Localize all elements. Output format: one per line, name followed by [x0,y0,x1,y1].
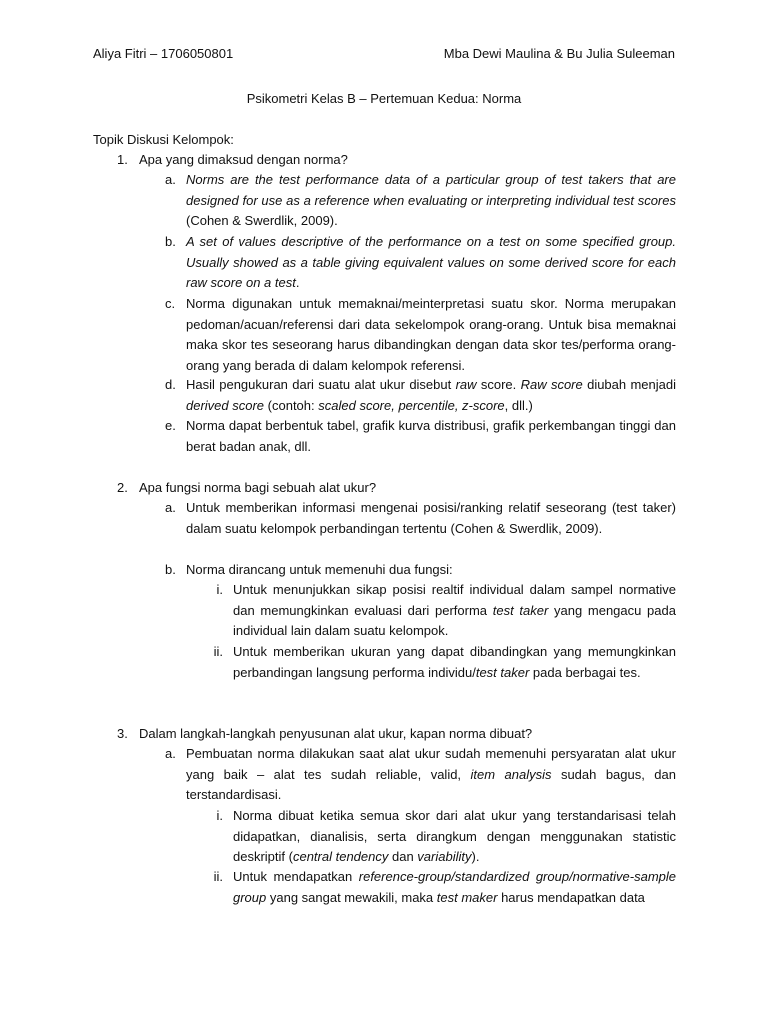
sub-answer-text: Untuk mendapatkan reference-group/standardized group/normative-sample group yang sangat mewakili, maka test maker harus mendapatkan data [233,869,676,905]
question-text: Apa fungsi norma bagi sebuah alat ukur? [139,480,377,495]
answer-1d [165,375,676,416]
topic-heading: Topik Diskusi Kelompok: [93,132,234,147]
answer-marker: e. [165,418,176,433]
lecturer-names: Mba Dewi Maulina & Bu Julia Suleeman [443,46,675,61]
sub-answer-text: Untuk memberikan ukuran yang dapat dibandingkan yang memungkinkan perbandingan langsung performa individu/test taker pada berbagai tes. [233,644,676,680]
answer-text: Hasil pengukuran dari suatu alat ukur disebut raw score. Raw score diubah menjadi derived score (contoh: scaled score, percentile, z-score, dll.) [186,377,676,413]
answer-2a [165,498,676,539]
answer-2b [165,560,676,581]
answer-marker: b. [165,234,176,249]
answer-text: Norma digunakan untuk memaknai/meinterpretasi suatu skor. Norma merupakan pedoman/acuan/referensi dari data sekelompok orang-orang. Untuk bisa memaknai maka skor tes seseorang harus dibandingkan dengan data skor tes/performa orang-orang yang berada di dalam kelompok referensi. [186,296,676,373]
answer-text: Untuk memberikan informasi mengenai posisi/ranking relatif seseorang (test taker) dalam suatu kelompok perbandingan tertentu (Cohen & Swerdlik, 2009). [186,500,676,536]
answer-marker: b. [165,562,176,577]
document-title: Psikometri Kelas B – Pertemuan Kedua: Norma [246,91,522,106]
answer-marker: a. [165,746,176,761]
sub-answer-3a-i [209,806,676,868]
answer-text: Norma dapat berbentuk tabel, grafik kurva distribusi, grafik perkembangan tinggi dan berat badan anak, dll. [186,418,676,454]
sub-answer-text: Untuk menunjukkan sikap posisi realtif individual dalam sampel normative dan memungkinkan evaluasi dari performa test taker yang mengacu pada individual lain dalam suatu kelompok. [233,582,676,639]
sub-answer-2b-i [209,580,676,642]
answer-1e [165,416,676,457]
sub-answer-2b-ii [209,642,676,683]
question-text: Apa yang dimaksud dengan norma? [139,152,348,167]
answer-marker: c. [165,296,176,311]
answer-text: A set of values descriptive of the performance on a test on some specified group. Usually showed as a table giving equivalent values on some derived score for each raw score on a test. [186,234,676,291]
sub-answer-marker: ii. [213,869,223,884]
question-number: 3. [117,726,128,741]
answer-1b [165,232,676,294]
answer-text: Pembuatan norma dilakukan saat alat ukur sudah memenuhi persyaratan alat ukur yang baik – alat tes sudah reliable, valid, item analysis sudah bagus, dan terstandardisasi. [186,746,676,803]
sub-answer-marker: i. [216,582,223,597]
sub-answer-text: Norma dibuat ketika semua skor dari alat ukur yang terstandarisasi telah didapatkan, dianalisis, serta dirangkum dengan menggunakan statistic deskriptif (central tendency dan variability). [233,808,676,865]
answer-3a [165,744,676,806]
answer-text: Norms are the test performance data of a particular group of test takers that are designed for use as a reference when evaluating or interpreting individual test scores (Cohen & Swerdlik, 2009). [186,172,676,229]
answer-marker: a. [165,172,176,187]
answer-text: Norma dirancang untuk memenuhi dua fungsi: [186,562,453,577]
sub-answer-3a-ii [209,867,676,908]
question-number: 1. [117,152,128,167]
sub-answer-marker: i. [216,808,223,823]
question-text: Dalam langkah-langkah penyusunan alat ukur, kapan norma dibuat? [139,726,533,741]
page-header [93,44,675,64]
answer-1a [165,170,676,232]
answer-1c [165,294,676,376]
answer-marker: a. [165,500,176,515]
question-number: 2. [117,480,128,495]
answer-marker: d. [165,377,176,392]
sub-answer-marker: ii. [213,644,223,659]
author-name: Aliya Fitri – 1706050801 [93,46,234,61]
